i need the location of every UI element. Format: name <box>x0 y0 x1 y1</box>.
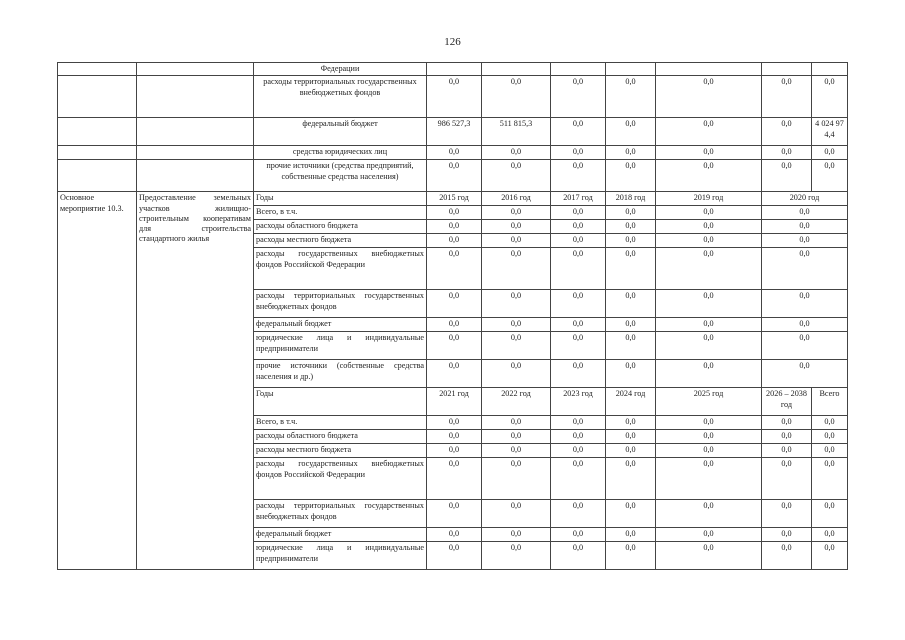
value-cell: 0,0 <box>551 118 606 146</box>
value-cell: 0,0 <box>482 248 551 290</box>
row-label: расходы областного бюджета <box>254 430 427 444</box>
value-cell: 0,0 <box>551 220 606 234</box>
value-cell: 0,0 <box>656 542 762 570</box>
row-label: расходы государственных внебюджетных фондов Российской Федерации <box>254 458 427 500</box>
value-cell: 0,0 <box>812 500 848 528</box>
row-label: прочие источники (средства предприятий, собственные средства населения) <box>254 160 427 192</box>
value-cell: 0,0 <box>606 118 656 146</box>
empty-cell <box>58 118 137 146</box>
value-cell <box>482 63 551 76</box>
value-cell: 0,0 <box>427 416 482 430</box>
value-cell: 0,0 <box>551 206 606 220</box>
value-cell: 0,0 <box>606 146 656 160</box>
year-header: 2016 год <box>482 192 551 206</box>
value-cell: 0,0 <box>551 542 606 570</box>
value-cell: 0,0 <box>762 528 812 542</box>
value-cell: 0,0 <box>427 160 482 192</box>
value-cell: 0,0 <box>482 458 551 500</box>
row-label: расходы местного бюджета <box>254 234 427 248</box>
value-cell: 0,0 <box>606 290 656 318</box>
year-header: 2023 год <box>551 388 606 416</box>
value-cell: 0,0 <box>656 430 762 444</box>
empty-cell <box>137 63 254 76</box>
value-cell: 0,0 <box>551 290 606 318</box>
value-cell: 0,0 <box>482 160 551 192</box>
value-cell: 986 527,3 <box>427 118 482 146</box>
value-cell: 0,0 <box>551 528 606 542</box>
value-cell: 0,0 <box>482 234 551 248</box>
empty-cell <box>137 146 254 160</box>
year-header: 2019 год <box>656 192 762 206</box>
table-row <box>58 146 848 160</box>
value-cell: 0,0 <box>482 76 551 118</box>
empty-cell <box>137 118 254 146</box>
value-cell <box>606 63 656 76</box>
value-cell: 0,0 <box>656 458 762 500</box>
value-cell: 0,0 <box>551 248 606 290</box>
value-cell: 0,0 <box>427 332 482 360</box>
value-cell: 4 024 97 4,4 <box>812 118 848 146</box>
value-cell: 0,0 <box>762 118 812 146</box>
year-header: 2021 год <box>427 388 482 416</box>
value-cell: 0,0 <box>762 430 812 444</box>
value-cell: 0,0 <box>482 360 551 388</box>
value-cell: 0,0 <box>762 416 812 430</box>
year-header: 2025 год <box>656 388 762 416</box>
value-cell: 0,0 <box>606 160 656 192</box>
row-label: федеральный бюджет <box>254 318 427 332</box>
value-cell: 0,0 <box>812 528 848 542</box>
year-header: 2024 год <box>606 388 656 416</box>
row-label: расходы государственных внебюджетных фондов Российской Федерации <box>254 248 427 290</box>
value-cell: 0,0 <box>551 160 606 192</box>
table-row <box>58 160 848 192</box>
value-cell: 0,0 <box>427 500 482 528</box>
value-cell <box>551 63 606 76</box>
value-cell: 0,0 <box>551 360 606 388</box>
value-cell: 0,0 <box>656 332 762 360</box>
value-cell: 0,0 <box>812 146 848 160</box>
value-cell: 0,0 <box>427 248 482 290</box>
value-cell: 0,0 <box>812 444 848 458</box>
event-name: Основное мероприятие 10.3. <box>58 192 137 570</box>
value-cell: 0,0 <box>606 234 656 248</box>
value-cell: 0,0 <box>656 528 762 542</box>
value-cell: 0,0 <box>812 542 848 570</box>
value-cell: 0,0 <box>606 360 656 388</box>
value-cell: 0,0 <box>762 76 812 118</box>
value-cell: 0,0 <box>606 248 656 290</box>
value-cell: 0,0 <box>551 500 606 528</box>
year-header: 2015 год <box>427 192 482 206</box>
value-cell: 0,0 <box>482 542 551 570</box>
value-cell: 0,0 <box>482 146 551 160</box>
value-cell: 0,0 <box>606 430 656 444</box>
value-cell: 0,0 <box>551 146 606 160</box>
value-cell: 0,0 <box>482 220 551 234</box>
value-cell: 0,0 <box>427 234 482 248</box>
value-cell: 0,0 <box>482 416 551 430</box>
value-cell: 0,0 <box>551 76 606 118</box>
empty-cell <box>137 160 254 192</box>
page-number: 126 <box>444 36 461 48</box>
value-cell: 0,0 <box>656 500 762 528</box>
value-cell: 0,0 <box>551 318 606 332</box>
value-cell: 0,0 <box>427 146 482 160</box>
empty-cell <box>58 63 137 76</box>
row-label: юридические лица и индивидуальные предприниматели <box>254 542 427 570</box>
value-cell: 0,0 <box>762 160 812 192</box>
value-cell: 0,0 <box>482 528 551 542</box>
row-label: средства юридических лиц <box>254 146 427 160</box>
value-cell: 0,0 <box>482 206 551 220</box>
value-cell: 0,0 <box>606 444 656 458</box>
value-cell <box>656 63 762 76</box>
row-label: прочие источники (собственные средства населения и др.) <box>254 360 427 388</box>
empty-cell <box>58 76 137 118</box>
value-cell: 0,0 <box>606 220 656 234</box>
row-label: расходы областного бюджета <box>254 220 427 234</box>
value-cell: 0,0 <box>606 458 656 500</box>
value-cell: 0,0 <box>427 220 482 234</box>
year-header: 2020 год <box>762 192 848 206</box>
header-row <box>58 192 848 206</box>
value-cell: 0,0 <box>551 430 606 444</box>
row-label: Всего, в т.ч. <box>254 206 427 220</box>
value-cell: 0,0 <box>656 76 762 118</box>
empty-cell <box>58 160 137 192</box>
value-cell: 0,0 <box>762 290 848 318</box>
value-cell: 0,0 <box>656 416 762 430</box>
value-cell: 0,0 <box>606 76 656 118</box>
value-cell: 0,0 <box>427 542 482 570</box>
value-cell: 0,0 <box>656 444 762 458</box>
row-label: Всего, в т.ч. <box>254 416 427 430</box>
value-cell: 0,0 <box>762 206 848 220</box>
value-cell: 0,0 <box>656 248 762 290</box>
value-cell: 0,0 <box>656 360 762 388</box>
value-cell: 0,0 <box>427 290 482 318</box>
row-label: расходы территориальных государственных внебюджетных фондов <box>254 500 427 528</box>
value-cell: 0,0 <box>482 332 551 360</box>
table-row <box>58 63 848 76</box>
value-cell: 0,0 <box>482 290 551 318</box>
value-cell: 0,0 <box>762 458 812 500</box>
row-label: расходы местного бюджета <box>254 444 427 458</box>
value-cell: 0,0 <box>427 318 482 332</box>
value-cell: 0,0 <box>551 444 606 458</box>
value-cell: 0,0 <box>762 248 848 290</box>
value-cell: 0,0 <box>762 146 812 160</box>
value-cell: 0,0 <box>656 206 762 220</box>
funding-table <box>57 62 848 570</box>
value-cell: 0,0 <box>427 206 482 220</box>
row-label: федеральный бюджет <box>254 118 427 146</box>
value-cell: 0,0 <box>551 416 606 430</box>
event-description: Предоставление земельных участков жилищно-строительным кооперативам для строительства стандартного жилья <box>137 192 254 570</box>
year-header: 2026 – 2038 год <box>762 388 812 416</box>
value-cell: 0,0 <box>551 234 606 248</box>
years-label: Годы <box>254 192 427 206</box>
value-cell: 0,0 <box>812 416 848 430</box>
value-cell: 0,0 <box>812 160 848 192</box>
value-cell: 0,0 <box>656 160 762 192</box>
value-cell: 0,0 <box>606 332 656 360</box>
year-header: 2018 год <box>606 192 656 206</box>
value-cell: 0,0 <box>482 318 551 332</box>
value-cell: 0,0 <box>812 430 848 444</box>
value-cell: 0,0 <box>606 416 656 430</box>
value-cell: 0,0 <box>762 444 812 458</box>
value-cell: 0,0 <box>606 206 656 220</box>
value-cell <box>762 63 812 76</box>
years-label: Годы <box>254 388 427 416</box>
value-cell: 0,0 <box>606 500 656 528</box>
value-cell: 0,0 <box>427 528 482 542</box>
value-cell: 0,0 <box>762 220 848 234</box>
value-cell: 0,0 <box>656 220 762 234</box>
value-cell: 0,0 <box>427 76 482 118</box>
value-cell: 511 815,3 <box>482 118 551 146</box>
row-label: расходы территориальных государственных внебюджетных фондов <box>254 76 427 118</box>
empty-cell <box>58 146 137 160</box>
value-cell: 0,0 <box>762 542 812 570</box>
value-cell: 0,0 <box>482 444 551 458</box>
year-header: 2022 год <box>482 388 551 416</box>
value-cell: 0,0 <box>762 332 848 360</box>
value-cell: 0,0 <box>656 146 762 160</box>
row-label: расходы территориальных государственных внебюджетных фондов <box>254 290 427 318</box>
value-cell: 0,0 <box>551 458 606 500</box>
value-cell: 0,0 <box>656 318 762 332</box>
value-cell: 0,0 <box>482 430 551 444</box>
year-header: 2017 год <box>551 192 606 206</box>
value-cell: 0,0 <box>656 234 762 248</box>
value-cell: 0,0 <box>482 500 551 528</box>
value-cell: 0,0 <box>762 500 812 528</box>
value-cell: 0,0 <box>427 430 482 444</box>
value-cell: 0,0 <box>606 528 656 542</box>
value-cell: 0,0 <box>656 118 762 146</box>
value-cell: 0,0 <box>762 360 848 388</box>
value-cell: 0,0 <box>427 360 482 388</box>
value-cell: 0,0 <box>427 444 482 458</box>
value-cell: 0,0 <box>762 234 848 248</box>
row-label: федеральный бюджет <box>254 528 427 542</box>
table-row <box>58 118 848 146</box>
value-cell: 0,0 <box>812 76 848 118</box>
row-label: юридические лица и индивидуальные предприниматели <box>254 332 427 360</box>
value-cell: 0,0 <box>606 318 656 332</box>
value-cell: 0,0 <box>427 458 482 500</box>
empty-cell <box>137 76 254 118</box>
table-row <box>58 76 848 118</box>
value-cell: 0,0 <box>812 458 848 500</box>
value-cell: 0,0 <box>762 318 848 332</box>
year-header: Всего <box>812 388 848 416</box>
value-cell <box>427 63 482 76</box>
value-cell: 0,0 <box>606 542 656 570</box>
row-label: Федерации <box>254 63 427 76</box>
value-cell <box>812 63 848 76</box>
value-cell: 0,0 <box>551 332 606 360</box>
value-cell: 0,0 <box>656 290 762 318</box>
